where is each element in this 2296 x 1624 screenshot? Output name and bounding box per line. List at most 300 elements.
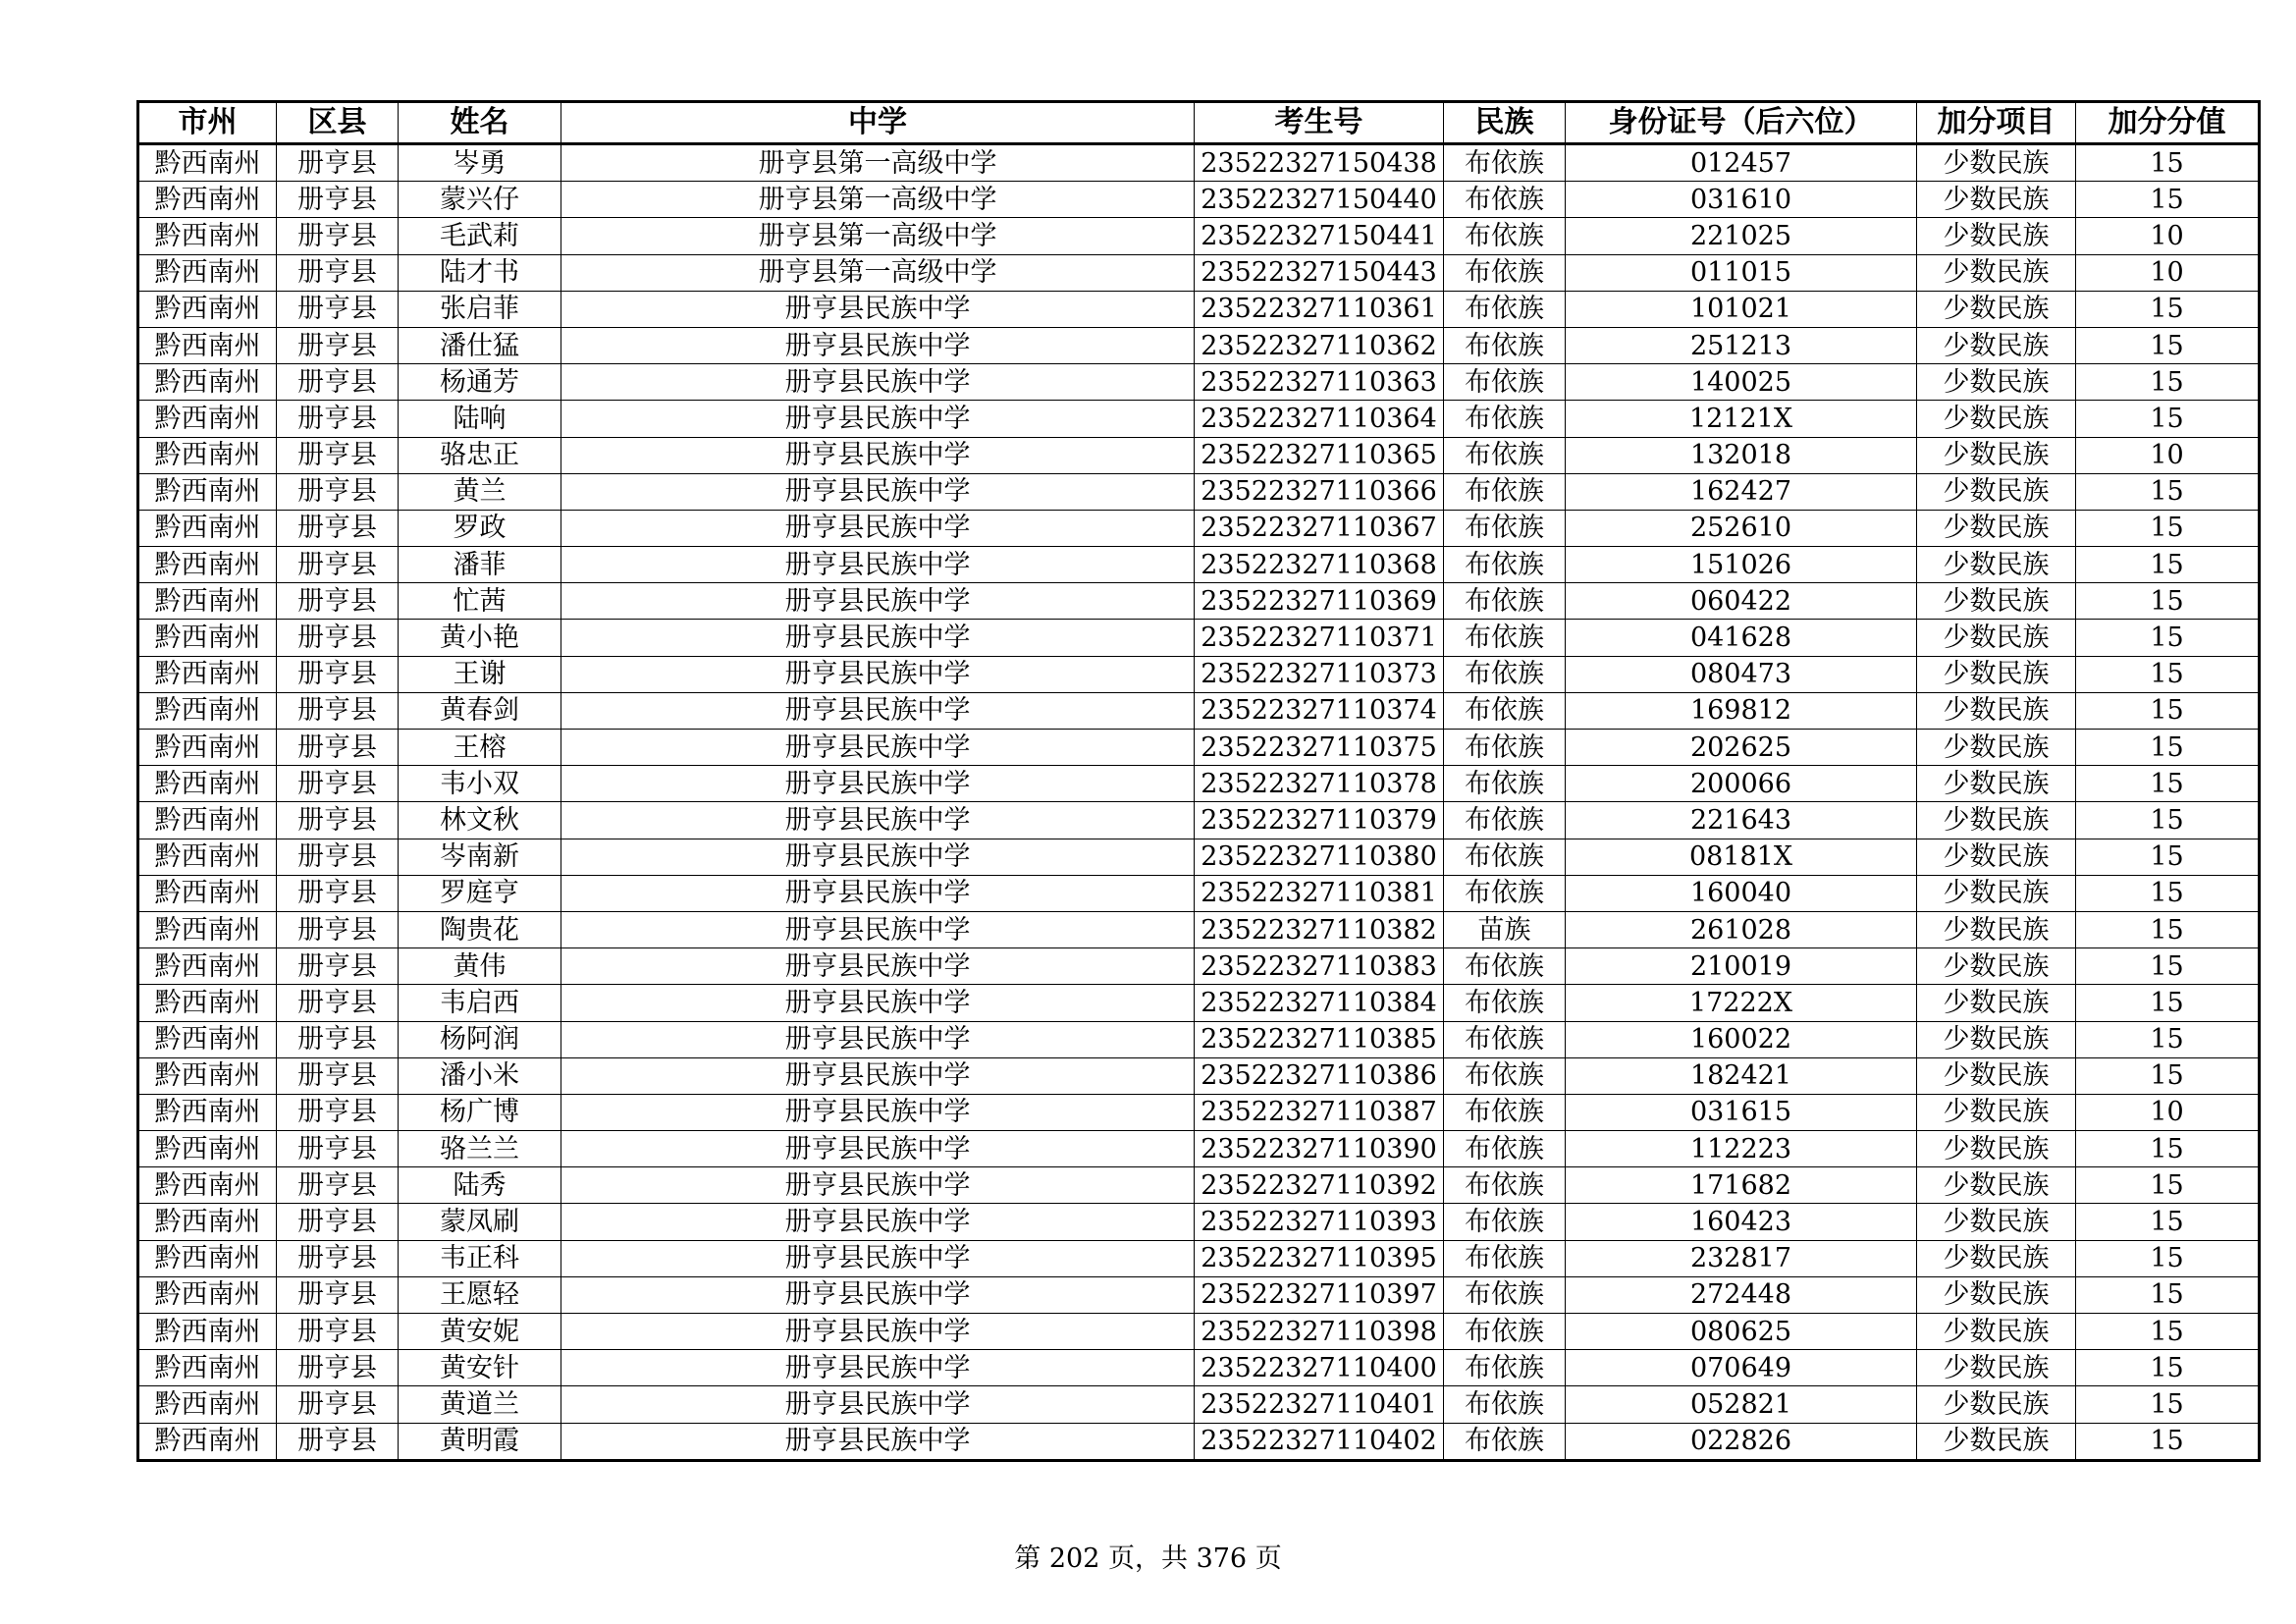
table-row (138, 547, 2260, 583)
exam-number-cell: 23522327110380 (1195, 839, 1444, 875)
name-cell: 岑南新 (399, 839, 561, 875)
name-cell: 骆兰兰 (399, 1131, 561, 1167)
bonus-item-cell: 少数民族 (1917, 1350, 2076, 1386)
exam-number-cell: 23522327110371 (1195, 620, 1444, 656)
table-row (138, 182, 2260, 218)
ethnicity-cell: 布依族 (1444, 510, 1566, 546)
id-last-six-cell: 182421 (1566, 1057, 1917, 1094)
id-last-six-cell: 031615 (1566, 1094, 1917, 1130)
id-last-six-cell: 140025 (1566, 364, 1917, 401)
county-cell: 册亨县 (277, 1204, 399, 1240)
table-row (138, 1276, 2260, 1313)
county-cell: 册亨县 (277, 1276, 399, 1313)
page-footer: 第 202 页，共 376 页 (1014, 1543, 1282, 1574)
name-cell: 林文秋 (399, 802, 561, 839)
county-cell: 册亨县 (277, 839, 399, 875)
county-cell: 册亨县 (277, 1350, 399, 1386)
bonus-points-cell: 15 (2076, 1276, 2260, 1313)
id-last-six-cell: 080473 (1566, 656, 1917, 692)
bonus-points-cell: 15 (2076, 401, 2260, 437)
ethnicity-cell: 布依族 (1444, 254, 1566, 291)
city-cell: 黔西南州 (138, 291, 277, 327)
bonus-points-cell: 15 (2076, 1386, 2260, 1423)
name-cell: 潘小米 (399, 1057, 561, 1094)
name-cell: 忙茜 (399, 583, 561, 620)
school-cell: 册亨县民族中学 (561, 1386, 1195, 1423)
exam-number-cell: 23522327110381 (1195, 875, 1444, 911)
city-cell: 黔西南州 (138, 1167, 277, 1204)
id-last-six-cell: 169812 (1566, 692, 1917, 729)
exam-number-cell: 23522327110387 (1195, 1094, 1444, 1130)
bonus-points-cell: 15 (2076, 583, 2260, 620)
county-cell: 册亨县 (277, 875, 399, 911)
exam-number-cell: 23522327110401 (1195, 1386, 1444, 1423)
county-cell: 册亨县 (277, 547, 399, 583)
school-cell: 册亨县民族中学 (561, 766, 1195, 802)
id-last-six-cell: 272448 (1566, 1276, 1917, 1313)
name-cell: 蒙凤刷 (399, 1204, 561, 1240)
bonus-item-cell: 少数民族 (1917, 985, 2076, 1021)
exam-number-cell: 23522327150441 (1195, 218, 1444, 254)
name-cell: 潘仕猛 (399, 327, 561, 363)
bonus-points-cell: 15 (2076, 620, 2260, 656)
table-row (138, 401, 2260, 437)
table-row (138, 510, 2260, 546)
bonus-item-cell: 少数民族 (1917, 656, 2076, 692)
bonus-points-cell: 15 (2076, 1350, 2260, 1386)
county-cell: 册亨县 (277, 327, 399, 363)
bonus-item-cell: 少数民族 (1917, 1057, 2076, 1094)
city-cell: 黔西南州 (138, 182, 277, 218)
exam-number-cell: 23522327110392 (1195, 1167, 1444, 1204)
id-last-six-cell: 171682 (1566, 1167, 1917, 1204)
school-cell: 册亨县民族中学 (561, 473, 1195, 510)
bonus-item-cell: 少数民族 (1917, 291, 2076, 327)
bonus-points-cell: 15 (2076, 1314, 2260, 1350)
ethnicity-cell: 布依族 (1444, 620, 1566, 656)
name-cell: 陆响 (399, 401, 561, 437)
city-cell: 黔西南州 (138, 1276, 277, 1313)
city-cell: 黔西南州 (138, 1350, 277, 1386)
school-cell: 册亨县民族中学 (561, 1240, 1195, 1276)
bonus-item-cell: 少数民族 (1917, 875, 2076, 911)
school-cell: 册亨县民族中学 (561, 1094, 1195, 1130)
id-last-six-cell: 251213 (1566, 327, 1917, 363)
bonus-points-cell: 15 (2076, 1021, 2260, 1057)
table-row (138, 1021, 2260, 1057)
name-cell: 韦启西 (399, 985, 561, 1021)
name-cell: 杨阿润 (399, 1021, 561, 1057)
exam-number-cell: 23522327110382 (1195, 911, 1444, 947)
bonus-item-cell: 少数民族 (1917, 1423, 2076, 1460)
city-cell: 黔西南州 (138, 327, 277, 363)
school-cell: 册亨县民族中学 (561, 1167, 1195, 1204)
exam-number-cell: 23522327110361 (1195, 291, 1444, 327)
bonus-item-cell: 少数民族 (1917, 473, 2076, 510)
ethnicity-cell: 布依族 (1444, 144, 1566, 182)
exam-number-cell: 23522327150443 (1195, 254, 1444, 291)
bonus-points-cell: 15 (2076, 1423, 2260, 1460)
bonus-points-cell: 15 (2076, 802, 2260, 839)
name-cell: 黄春剑 (399, 692, 561, 729)
name-cell: 韦正科 (399, 1240, 561, 1276)
bonus-points-cell: 15 (2076, 182, 2260, 218)
name-cell: 黄小艳 (399, 620, 561, 656)
exam-number-cell: 23522327110363 (1195, 364, 1444, 401)
ethnicity-cell: 布依族 (1444, 875, 1566, 911)
ethnicity-cell: 布依族 (1444, 948, 1566, 985)
bonus-points-cell: 15 (2076, 766, 2260, 802)
id-last-six-cell: 202625 (1566, 730, 1917, 766)
ethnicity-cell: 苗族 (1444, 911, 1566, 947)
table-row (138, 620, 2260, 656)
id-last-six-cell: 112223 (1566, 1131, 1917, 1167)
school-cell: 册亨县民族中学 (561, 437, 1195, 473)
bonus-points-cell: 15 (2076, 473, 2260, 510)
bonus-points-cell: 15 (2076, 1131, 2260, 1167)
id-last-six-cell: 101021 (1566, 291, 1917, 327)
name-cell: 毛武莉 (399, 218, 561, 254)
bonus-item-cell: 少数民族 (1917, 802, 2076, 839)
table-row (138, 802, 2260, 839)
bonus-points-cell: 15 (2076, 547, 2260, 583)
table-row (138, 839, 2260, 875)
table-row (138, 1167, 2260, 1204)
name-cell: 张启菲 (399, 291, 561, 327)
city-cell: 黔西南州 (138, 473, 277, 510)
county-cell: 册亨县 (277, 948, 399, 985)
exam-number-cell: 23522327110369 (1195, 583, 1444, 620)
city-cell: 黔西南州 (138, 144, 277, 182)
bonus-points-cell: 15 (2076, 1240, 2260, 1276)
county-cell: 册亨县 (277, 473, 399, 510)
school-cell: 册亨县民族中学 (561, 1021, 1195, 1057)
id-last-six-cell: 080625 (1566, 1314, 1917, 1350)
school-cell: 册亨县民族中学 (561, 327, 1195, 363)
header-name: 姓名 (399, 102, 561, 144)
exam-number-cell: 23522327110395 (1195, 1240, 1444, 1276)
city-cell: 黔西南州 (138, 437, 277, 473)
bonus-points-cell: 15 (2076, 875, 2260, 911)
exam-number-cell: 23522327110400 (1195, 1350, 1444, 1386)
id-last-six-cell: 160022 (1566, 1021, 1917, 1057)
exam-number-cell: 23522327110383 (1195, 948, 1444, 985)
name-cell: 陆才书 (399, 254, 561, 291)
county-cell: 册亨县 (277, 1057, 399, 1094)
school-cell: 册亨县第一高级中学 (561, 218, 1195, 254)
bonus-item-cell: 少数民族 (1917, 692, 2076, 729)
table-row (138, 692, 2260, 729)
table-row (138, 730, 2260, 766)
bonus-item-cell: 少数民族 (1917, 1386, 2076, 1423)
county-cell: 册亨县 (277, 1240, 399, 1276)
ethnicity-cell: 布依族 (1444, 1057, 1566, 1094)
ethnicity-cell: 布依族 (1444, 1021, 1566, 1057)
ethnicity-cell: 布依族 (1444, 1167, 1566, 1204)
exam-number-cell: 23522327150440 (1195, 182, 1444, 218)
exam-number-cell: 23522327110385 (1195, 1021, 1444, 1057)
table-row (138, 364, 2260, 401)
county-cell: 册亨县 (277, 656, 399, 692)
bonus-item-cell: 少数民族 (1917, 1240, 2076, 1276)
ethnicity-cell: 布依族 (1444, 1204, 1566, 1240)
bonus-points-cell: 15 (2076, 730, 2260, 766)
name-cell: 王谢 (399, 656, 561, 692)
name-cell: 黄道兰 (399, 1386, 561, 1423)
exam-number-cell: 23522327110386 (1195, 1057, 1444, 1094)
id-last-six-cell: 232817 (1566, 1240, 1917, 1276)
school-cell: 册亨县第一高级中学 (561, 144, 1195, 182)
city-cell: 黔西南州 (138, 985, 277, 1021)
county-cell: 册亨县 (277, 437, 399, 473)
ethnicity-cell: 布依族 (1444, 839, 1566, 875)
bonus-item-cell: 少数民族 (1917, 182, 2076, 218)
bonus-points-cell: 10 (2076, 218, 2260, 254)
county-cell: 册亨县 (277, 218, 399, 254)
city-cell: 黔西南州 (138, 766, 277, 802)
id-last-six-cell: 132018 (1566, 437, 1917, 473)
city-cell: 黔西南州 (138, 656, 277, 692)
city-cell: 黔西南州 (138, 218, 277, 254)
county-cell: 册亨县 (277, 730, 399, 766)
bonus-item-cell: 少数民族 (1917, 730, 2076, 766)
ethnicity-cell: 布依族 (1444, 218, 1566, 254)
bonus-item-cell: 少数民族 (1917, 948, 2076, 985)
table-row (138, 437, 2260, 473)
county-cell: 册亨县 (277, 1094, 399, 1130)
school-cell: 册亨县民族中学 (561, 839, 1195, 875)
exam-number-cell: 23522327150438 (1195, 144, 1444, 182)
name-cell: 岑勇 (399, 144, 561, 182)
bonus-points-cell: 10 (2076, 1094, 2260, 1130)
ethnicity-cell: 布依族 (1444, 1350, 1566, 1386)
table-row (138, 1314, 2260, 1350)
table-body (138, 144, 2260, 1461)
county-cell: 册亨县 (277, 254, 399, 291)
bonus-points-table (136, 100, 2261, 1462)
city-cell: 黔西南州 (138, 730, 277, 766)
id-last-six-cell: 011015 (1566, 254, 1917, 291)
ethnicity-cell: 布依族 (1444, 547, 1566, 583)
exam-number-cell: 23522327110402 (1195, 1423, 1444, 1460)
id-last-six-cell: 17222X (1566, 985, 1917, 1021)
bonus-item-cell: 少数民族 (1917, 1314, 2076, 1350)
bonus-item-cell: 少数民族 (1917, 1021, 2076, 1057)
id-last-six-cell: 210019 (1566, 948, 1917, 985)
bonus-points-cell: 15 (2076, 364, 2260, 401)
county-cell: 册亨县 (277, 1314, 399, 1350)
table-row (138, 1350, 2260, 1386)
city-cell: 黔西南州 (138, 583, 277, 620)
table-row (138, 291, 2260, 327)
city-cell: 黔西南州 (138, 911, 277, 947)
school-cell: 册亨县民族中学 (561, 692, 1195, 729)
school-cell: 册亨县民族中学 (561, 948, 1195, 985)
school-cell: 册亨县民族中学 (561, 911, 1195, 947)
school-cell: 册亨县民族中学 (561, 1276, 1195, 1313)
header-bonus-item: 加分项目 (1917, 102, 2076, 144)
id-last-six-cell: 060422 (1566, 583, 1917, 620)
name-cell: 黄伟 (399, 948, 561, 985)
header-ethnicity: 民族 (1444, 102, 1566, 144)
city-cell: 黔西南州 (138, 1314, 277, 1350)
exam-number-cell: 23522327110397 (1195, 1276, 1444, 1313)
name-cell: 罗政 (399, 510, 561, 546)
city-cell: 黔西南州 (138, 1057, 277, 1094)
ethnicity-cell: 布依族 (1444, 730, 1566, 766)
exam-number-cell: 23522327110374 (1195, 692, 1444, 729)
school-cell: 册亨县民族中学 (561, 401, 1195, 437)
name-cell: 骆忠正 (399, 437, 561, 473)
id-last-six-cell: 221643 (1566, 802, 1917, 839)
id-last-six-cell: 08181X (1566, 839, 1917, 875)
ethnicity-cell: 布依族 (1444, 1423, 1566, 1460)
city-cell: 黔西南州 (138, 1131, 277, 1167)
name-cell: 韦小双 (399, 766, 561, 802)
table-row (138, 1204, 2260, 1240)
table-row (138, 473, 2260, 510)
id-last-six-cell: 052821 (1566, 1386, 1917, 1423)
exam-number-cell: 23522327110362 (1195, 327, 1444, 363)
school-cell: 册亨县民族中学 (561, 620, 1195, 656)
header-city: 市州 (138, 102, 277, 144)
name-cell: 王愿轻 (399, 1276, 561, 1313)
exam-number-cell: 23522327110375 (1195, 730, 1444, 766)
bonus-points-cell: 15 (2076, 144, 2260, 182)
bonus-item-cell: 少数民族 (1917, 1131, 2076, 1167)
exam-number-cell: 23522327110366 (1195, 473, 1444, 510)
bonus-points-cell: 15 (2076, 510, 2260, 546)
ethnicity-cell: 布依族 (1444, 364, 1566, 401)
id-last-six-cell: 160040 (1566, 875, 1917, 911)
exam-number-cell: 23522327110364 (1195, 401, 1444, 437)
school-cell: 册亨县民族中学 (561, 1350, 1195, 1386)
table-row (138, 985, 2260, 1021)
city-cell: 黔西南州 (138, 547, 277, 583)
school-cell: 册亨县第一高级中学 (561, 254, 1195, 291)
ethnicity-cell: 布依族 (1444, 401, 1566, 437)
bonus-points-cell: 15 (2076, 839, 2260, 875)
header-bonus-points: 加分分值 (2076, 102, 2260, 144)
city-cell: 黔西南州 (138, 254, 277, 291)
school-cell: 册亨县民族中学 (561, 1204, 1195, 1240)
header-school: 中学 (561, 102, 1195, 144)
ethnicity-cell: 布依族 (1444, 437, 1566, 473)
ethnicity-cell: 布依族 (1444, 583, 1566, 620)
ethnicity-cell: 布依族 (1444, 692, 1566, 729)
exam-number-cell: 23522327110373 (1195, 656, 1444, 692)
table-row (138, 1131, 2260, 1167)
header-county: 区县 (277, 102, 399, 144)
ethnicity-cell: 布依族 (1444, 1314, 1566, 1350)
bonus-item-cell: 少数民族 (1917, 766, 2076, 802)
name-cell: 王榕 (399, 730, 561, 766)
id-last-six-cell: 12121X (1566, 401, 1917, 437)
id-last-six-cell: 031610 (1566, 182, 1917, 218)
name-cell: 黄兰 (399, 473, 561, 510)
city-cell: 黔西南州 (138, 1423, 277, 1460)
city-cell: 黔西南州 (138, 1204, 277, 1240)
bonus-item-cell: 少数民族 (1917, 1276, 2076, 1313)
table-row (138, 875, 2260, 911)
exam-number-cell: 23522327110379 (1195, 802, 1444, 839)
ethnicity-cell: 布依族 (1444, 327, 1566, 363)
city-cell: 黔西南州 (138, 692, 277, 729)
school-cell: 册亨县民族中学 (561, 291, 1195, 327)
bonus-points-cell: 15 (2076, 911, 2260, 947)
exam-number-cell: 23522327110378 (1195, 766, 1444, 802)
ethnicity-cell: 布依族 (1444, 1386, 1566, 1423)
bonus-item-cell: 少数民族 (1917, 1094, 2076, 1130)
bonus-points-cell: 15 (2076, 1167, 2260, 1204)
city-cell: 黔西南州 (138, 364, 277, 401)
header-id-last-six: 身份证号（后六位） (1566, 102, 1917, 144)
table-row (138, 1423, 2260, 1460)
school-cell: 册亨县第一高级中学 (561, 182, 1195, 218)
bonus-points-cell: 15 (2076, 1057, 2260, 1094)
table-row (138, 327, 2260, 363)
school-cell: 册亨县民族中学 (561, 1423, 1195, 1460)
table-row (138, 656, 2260, 692)
ethnicity-cell: 布依族 (1444, 802, 1566, 839)
bonus-item-cell: 少数民族 (1917, 327, 2076, 363)
exam-number-cell: 23522327110398 (1195, 1314, 1444, 1350)
county-cell: 册亨县 (277, 510, 399, 546)
county-cell: 册亨县 (277, 364, 399, 401)
county-cell: 册亨县 (277, 291, 399, 327)
school-cell: 册亨县民族中学 (561, 802, 1195, 839)
table-header (138, 102, 2260, 144)
bonus-item-cell: 少数民族 (1917, 510, 2076, 546)
ethnicity-cell: 布依族 (1444, 1094, 1566, 1130)
table-row (138, 1094, 2260, 1130)
county-cell: 册亨县 (277, 1386, 399, 1423)
city-cell: 黔西南州 (138, 802, 277, 839)
school-cell: 册亨县民族中学 (561, 1057, 1195, 1094)
county-cell: 册亨县 (277, 802, 399, 839)
table-row (138, 254, 2260, 291)
header-exam-number: 考生号 (1195, 102, 1444, 144)
city-cell: 黔西南州 (138, 875, 277, 911)
bonus-points-cell: 15 (2076, 948, 2260, 985)
bonus-item-cell: 少数民族 (1917, 401, 2076, 437)
ethnicity-cell: 布依族 (1444, 182, 1566, 218)
bonus-points-cell: 15 (2076, 656, 2260, 692)
bonus-item-cell: 少数民族 (1917, 254, 2076, 291)
name-cell: 杨通芳 (399, 364, 561, 401)
city-cell: 黔西南州 (138, 1240, 277, 1276)
name-cell: 陶贵花 (399, 911, 561, 947)
name-cell: 潘菲 (399, 547, 561, 583)
name-cell: 黄安针 (399, 1350, 561, 1386)
bonus-item-cell: 少数民族 (1917, 364, 2076, 401)
name-cell: 黄安妮 (399, 1314, 561, 1350)
bonus-points-cell: 10 (2076, 437, 2260, 473)
school-cell: 册亨县民族中学 (561, 1314, 1195, 1350)
id-last-six-cell: 151026 (1566, 547, 1917, 583)
county-cell: 册亨县 (277, 692, 399, 729)
county-cell: 册亨县 (277, 911, 399, 947)
table-row (138, 1057, 2260, 1094)
id-last-six-cell: 252610 (1566, 510, 1917, 546)
county-cell: 册亨县 (277, 1021, 399, 1057)
exam-number-cell: 23522327110368 (1195, 547, 1444, 583)
name-cell: 黄明霞 (399, 1423, 561, 1460)
school-cell: 册亨县民族中学 (561, 1131, 1195, 1167)
school-cell: 册亨县民族中学 (561, 364, 1195, 401)
table-row (138, 144, 2260, 182)
id-last-six-cell: 041628 (1566, 620, 1917, 656)
